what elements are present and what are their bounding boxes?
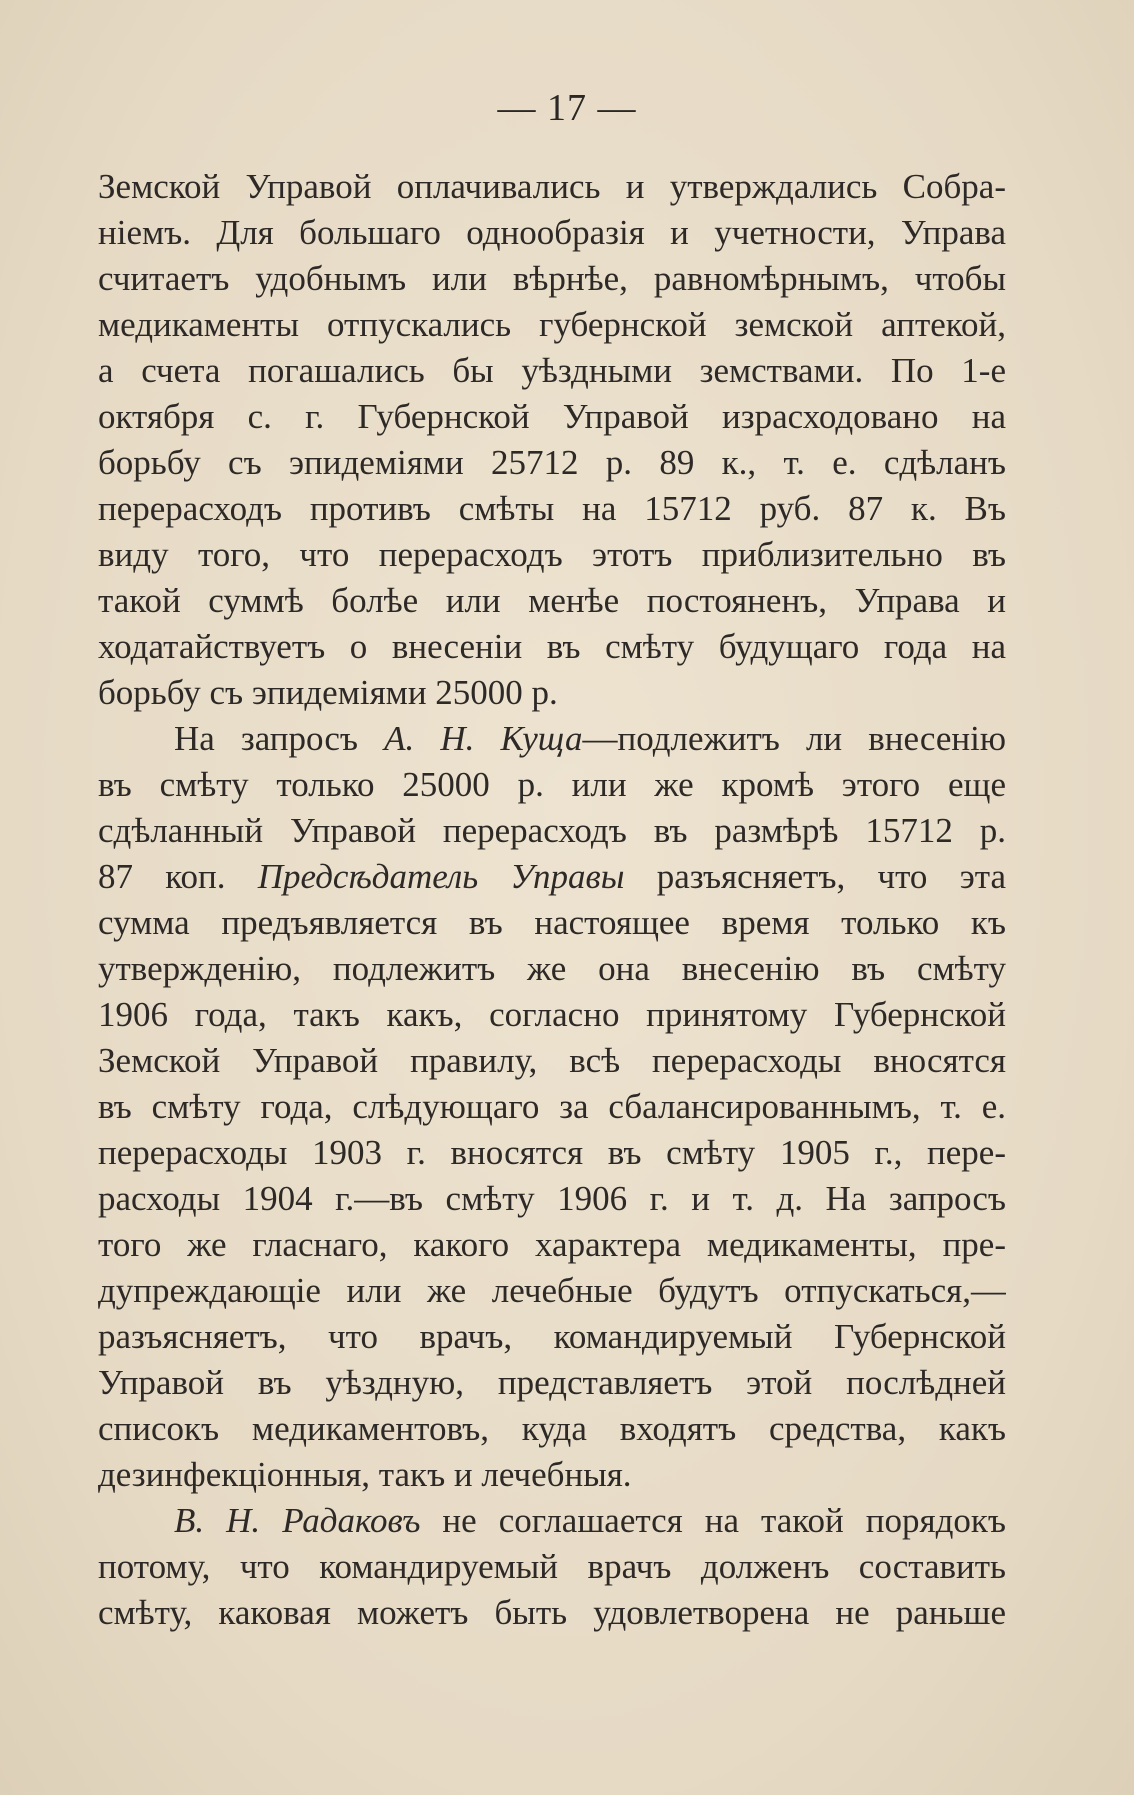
text-line: потому, что командируемый врачъ долженъ составить [98, 1547, 1006, 1586]
text-line: медикаменты отпускались губернской земской аптекой, [98, 305, 1006, 344]
text-line: Земской Управой оплачивались и утверждались Собра- [98, 167, 1006, 206]
page-number: — 17 — [497, 87, 637, 129]
italic-name: В. Н. Радаковъ [174, 1501, 421, 1540]
text-line: сдѣланный Управой перерасходъ въ размѣрѣ 15712 р. [98, 811, 1006, 850]
text-line: 1906 года, такъ какъ, согласно принятому Губернской [98, 995, 1006, 1034]
text-line: того же гласнаго, какого характера медикаменты, пре- [98, 1225, 1006, 1264]
text-line: расходы 1904 г.—въ смѣту 1906 г. и т. д. На запросъ [98, 1179, 1006, 1218]
italic-name: Предсѣдатель Управы [257, 857, 625, 896]
text-line: виду того, что перерасходъ этотъ приблизительно въ [98, 535, 1006, 574]
text-line: борьбу съ эпидеміями 25712 р. 89 к., т. е. сдѣланъ [98, 443, 1006, 482]
text-line: ходатайствуетъ о внесеніи въ смѣту будущаго года на [98, 627, 1006, 666]
text-line: разъясняетъ, что врачъ, командируемый Губернской [98, 1317, 1006, 1356]
text-run: 87 коп. [98, 857, 258, 896]
text-line: перерасходы 1903 г. вносятся въ смѣту 1905 г., пере- [98, 1133, 1006, 1172]
text-line: а счета погашались бы уѣздными земствами. По 1-е [98, 351, 1006, 390]
text-line: въ смѣту только 25000 р. или же кромѣ этого еще [98, 765, 1006, 804]
text-line: считаетъ удобнымъ или вѣрнѣе, равномѣрнымъ, чтобы [98, 259, 1006, 298]
text-line: борьбу съ эпидеміями 25000 р. [98, 673, 558, 712]
text-run: —подлежитъ ли внесенію [582, 719, 1006, 758]
text-line: дупреждающіе или же лечебные будутъ отпускаться,— [98, 1271, 1006, 1310]
text-line: октября с. г. Губернской Управой израсходовано на [98, 397, 1006, 436]
text-line: ніемъ. Для большаго однообразія и учетности, Управа [98, 213, 1006, 252]
text-run: не соглашается на такой порядокъ [420, 1501, 1006, 1540]
text-line: въ смѣту года, слѣдующаго за сбалансированнымъ, т. е. [98, 1087, 1006, 1126]
text-run: разъясняетъ, что эта [624, 857, 1006, 896]
text-line [98, 854, 1006, 900]
text-line: Земской Управой правилу, всѣ перерасходы вносятся [98, 1041, 1006, 1080]
text-line: смѣту, каковая можетъ быть удовлетворена не раньше [98, 1593, 1006, 1632]
text-run: На запросъ [174, 719, 385, 758]
text-line: дезинфекціонныя, такъ и лечебныя. [98, 1455, 632, 1494]
italic-name: А. Н. Куща [384, 719, 583, 758]
body-text [98, 164, 1006, 1636]
text-line: списокъ медикаментовъ, куда входятъ средства, какъ [98, 1409, 1006, 1448]
text-line: такой суммѣ болѣе или менѣе постояненъ, Управа и [98, 581, 1006, 620]
text-line [98, 1498, 1006, 1544]
text-line: Управой въ уѣздную, представляетъ этой послѣдней [98, 1363, 1006, 1402]
text-line: сумма предъявляется въ настоящее время только къ [98, 903, 1006, 942]
text-line [98, 716, 1006, 762]
text-line: утвержденію, подлежитъ же она внесенію въ смѣту [98, 949, 1006, 988]
text-line: перерасходъ противъ смѣты на 15712 руб. 87 к. Въ [98, 489, 1006, 528]
